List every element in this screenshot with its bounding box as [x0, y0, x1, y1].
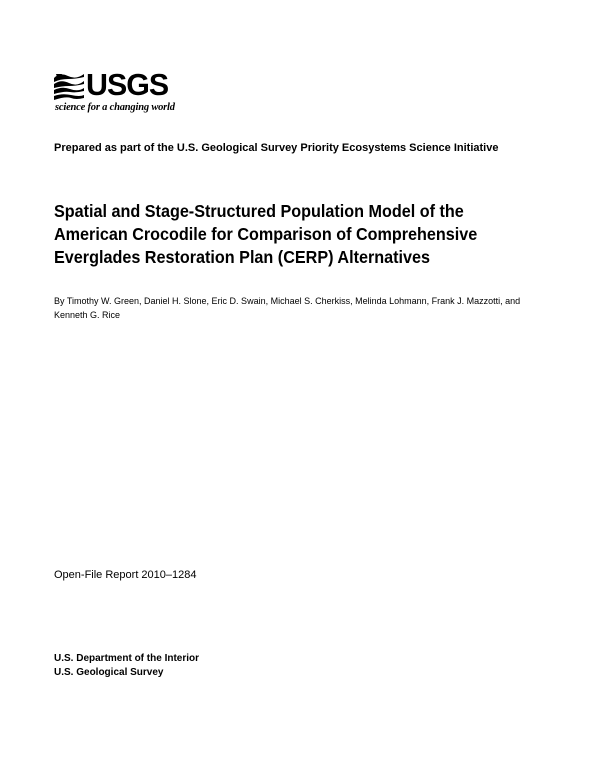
- title-line: Everglades Restoration Plan (CERP) Alternatives: [54, 247, 430, 267]
- prepared-line: Prepared as part of the U.S. Geological Survey Priority Ecosystems Science Initiative: [54, 142, 499, 154]
- document-title: [54, 200, 554, 269]
- authors-block: [54, 294, 564, 322]
- usgs-logo: [54, 67, 184, 120]
- logo-wordmark: USGS: [86, 67, 169, 102]
- department-block: [54, 652, 199, 680]
- report-number: Open-File Report 2010–1284: [54, 569, 197, 581]
- agency-name: U.S. Geological Survey: [54, 667, 164, 678]
- authors-line: By Timothy W. Green, Daniel H. Slone, Eric D. Swain, Michael S. Cherkiss, Melinda Lohmann, Frank J. Mazzotti, and: [54, 296, 521, 306]
- authors-line: Kenneth G. Rice: [54, 310, 121, 320]
- department-name: U.S. Department of the Interior: [54, 653, 200, 664]
- title-line: American Crocodile for Comparison of Comprehensive: [54, 224, 478, 244]
- usgs-wave-icon: [54, 70, 84, 102]
- title-line: Spatial and Stage-Structured Population Model of the: [54, 201, 464, 221]
- logo-tagline: science for a changing world: [55, 102, 175, 113]
